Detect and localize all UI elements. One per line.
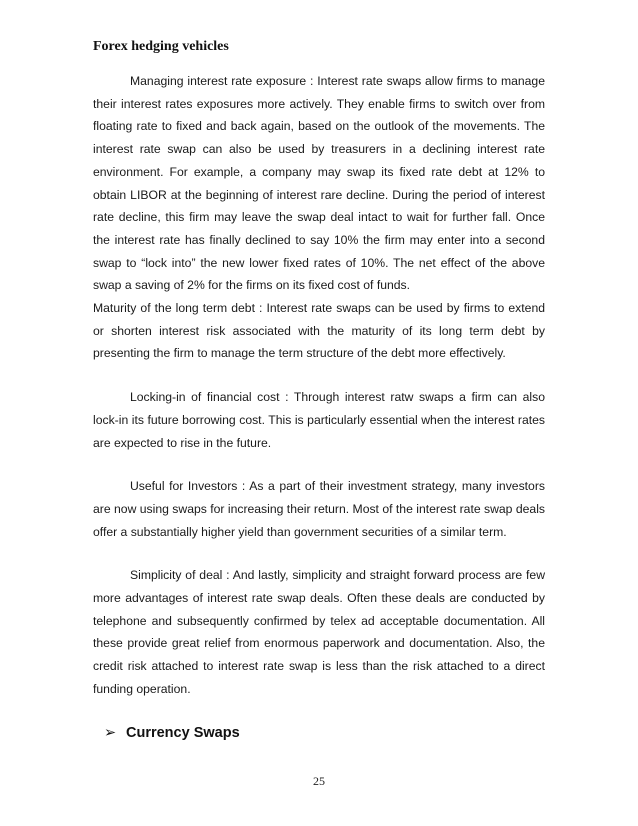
paragraph-simplicity: Simplicity of deal : And lastly, simplicity and straight forward process are few more advantages of interest rate swap deals. Often these deals are conducted by telephone and subsequently confirmed by telex ad acceptable documentation. All these provide great relief from enormous paperwork and documentation. Also, the credit risk attached to interest rate swap is less than the risk attached to a direct funding operation. <box>93 568 545 696</box>
paragraph-investors: Useful for Investors : As a part of their investment strategy, many investors are now using swaps for increasing their return. Most of the interest rate swap deals offer a substantially higher yield than government securities of a similar term. <box>93 479 545 539</box>
page-number: 25 <box>313 774 325 788</box>
paragraph-long-term-debt: Maturity of the long term debt : Interest rate swaps can be used by firms to extend or shorten interest risk associated with the maturity of its long term debt by presenting the firm to manage the term structure of the debt more effectively. <box>93 301 545 361</box>
paragraph-financial-cost: Locking-in of financial cost : Through interest ratw swaps a firm can also lock-in its future borrowing cost. This is particularly essential when the interest rates are expected to rise in the future. <box>93 390 545 450</box>
paragraph-interest-rate-exposure: Managing interest rate exposure : Interest rate swaps allow firms to manage their interest rates exposures more actively. They enable firms to switch over from floating rate to fixed and back again, based on the outlook of the movements. The interest rate swap can also be used by treasurers in a declining interest rate environment. For example, a company may swap its fixed rate debt at 12% to obtain LIBOR at the beginning of interest rare decline. During the period of interest rate decline, this firm may leave the swap deal intact to wait for further fall. Once the interest rate has finally declined to say 10% the firm may enter into a second swap to “lock into” the new lower fixed rates of 10%. The net effect of the above swap a saving of 2% for the firms on its fixed cost of funds. <box>93 74 545 293</box>
subheading-currency-swaps <box>104 724 240 742</box>
subheading-label: Currency Swaps <box>126 725 240 741</box>
body-text <box>93 70 545 701</box>
arrow-bullet-icon: ➢ <box>104 725 117 741</box>
section-heading: Forex hedging vehicles <box>93 39 229 54</box>
